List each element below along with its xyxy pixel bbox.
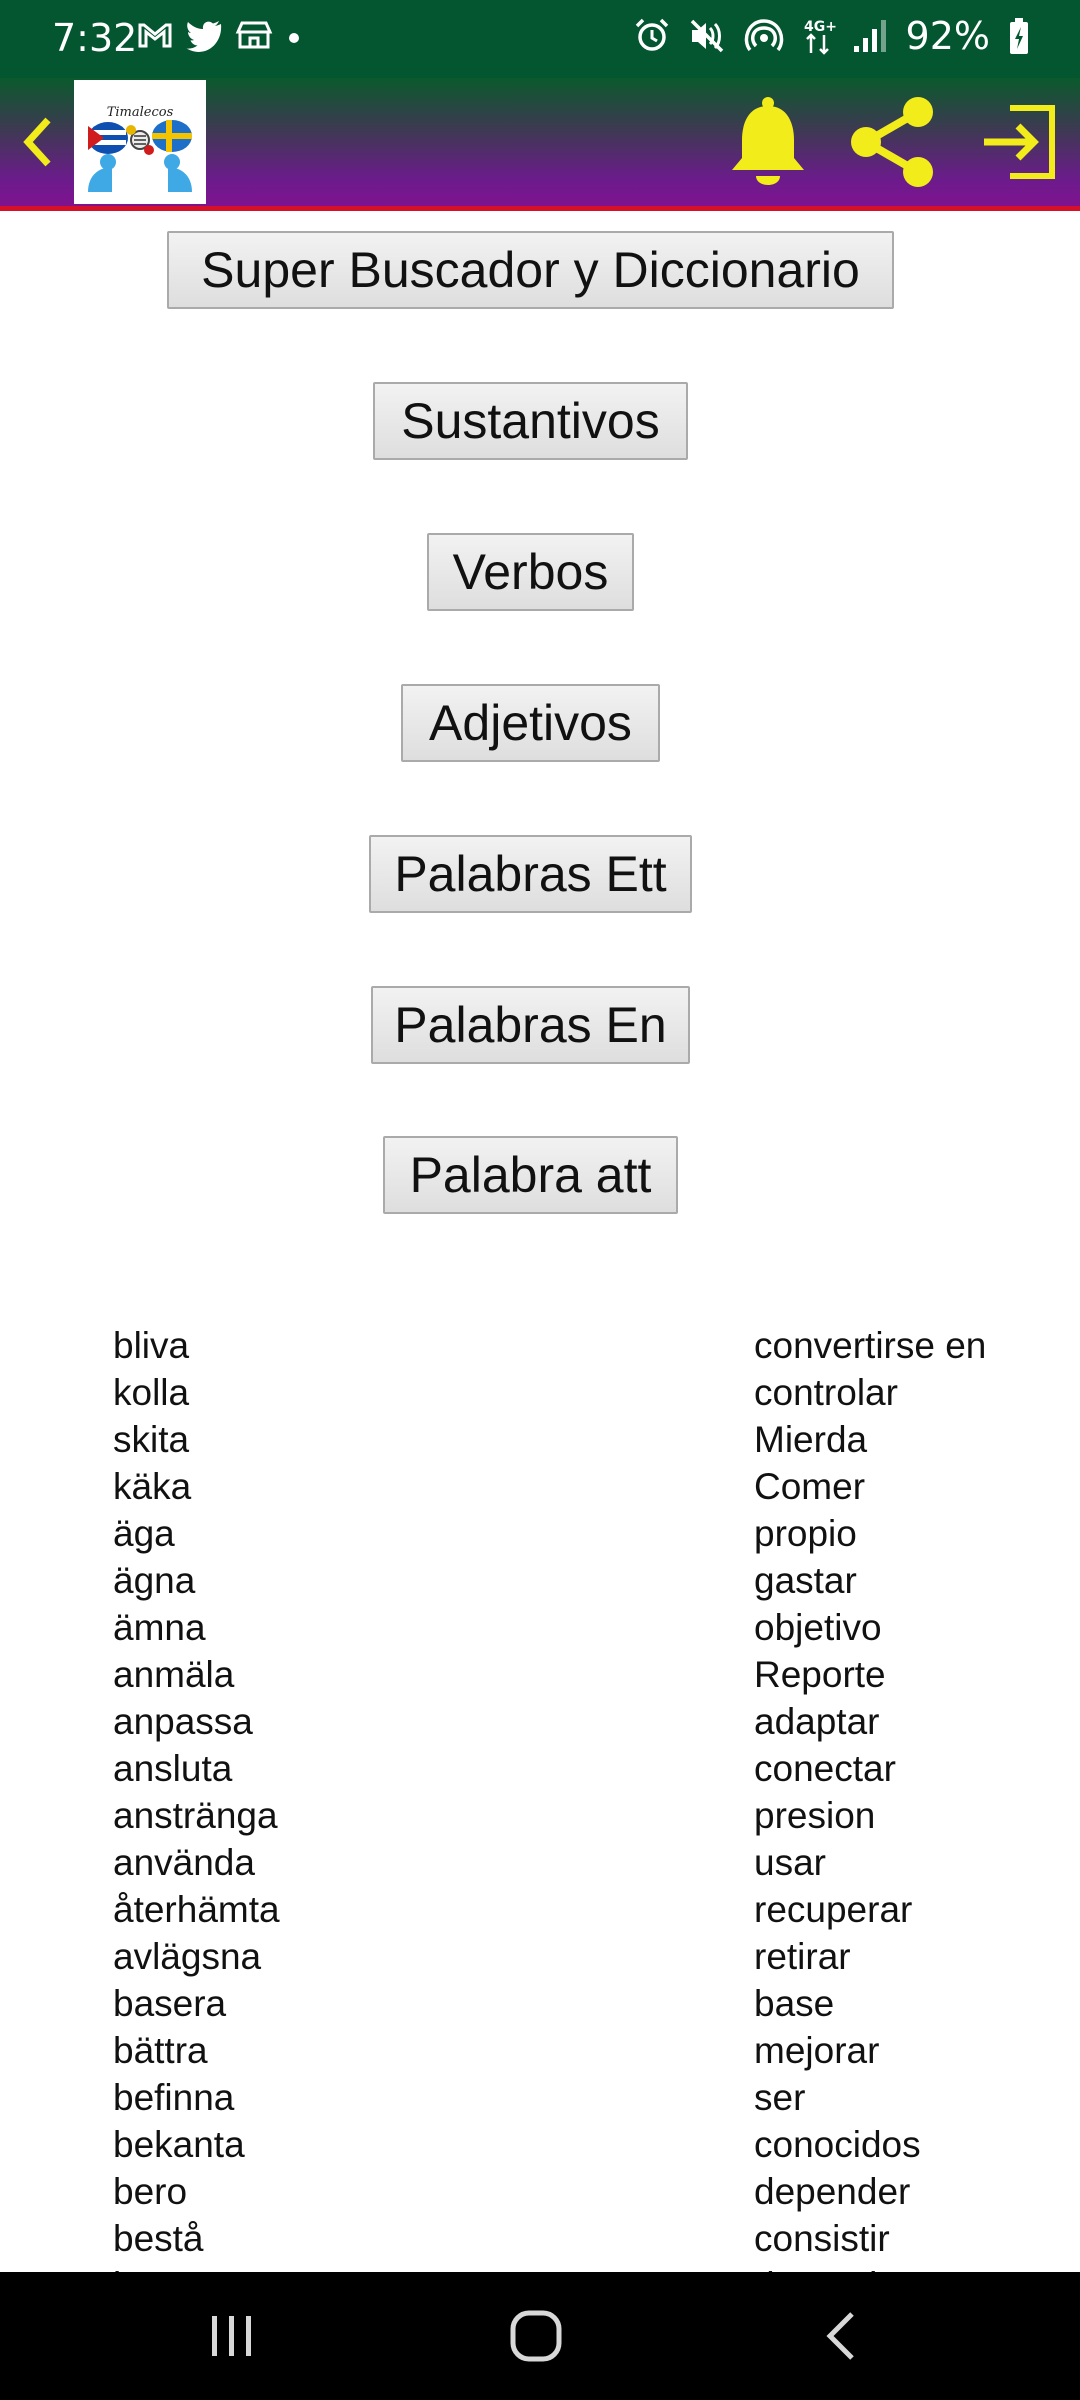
word-row[interactable]: [0, 1980, 1080, 2027]
battery-percent: 92%: [905, 14, 990, 58]
spanish-translation: presion: [754, 1795, 876, 1836]
word-row[interactable]: [0, 1839, 1080, 1886]
spanish-translation: consistir: [754, 2218, 890, 2259]
alarm-icon: [634, 18, 670, 54]
twitter-icon: [186, 20, 222, 50]
spanish-translation: controlar: [754, 1372, 898, 1413]
spanish-translation: Comer: [754, 1466, 866, 1507]
word-row[interactable]: [0, 2074, 1080, 2121]
spanish-translation: ser: [754, 2077, 806, 2118]
home-icon[interactable]: [508, 2308, 564, 2364]
spanish-translation: base: [754, 1983, 835, 2024]
spanish-translation: depender: [754, 2171, 911, 2212]
signal-icon: [852, 18, 888, 54]
dot-icon: [286, 20, 302, 50]
word-row[interactable]: [0, 1369, 1080, 1416]
swedish-word: ämna: [113, 1607, 206, 1648]
app-bar: [0, 78, 1080, 206]
super-buscador-button[interactable]: Super Buscador y Diccionario: [167, 231, 894, 309]
palabra-att-button[interactable]: Palabra att: [383, 1136, 678, 1214]
swedish-word: käka: [113, 1466, 192, 1507]
word-row[interactable]: [0, 1463, 1080, 1510]
word-row[interactable]: [0, 2168, 1080, 2215]
word-row[interactable]: [0, 2121, 1080, 2168]
word-row[interactable]: [0, 1745, 1080, 1792]
share-icon[interactable]: [846, 94, 938, 190]
word-row[interactable]: [0, 2027, 1080, 2074]
spanish-translation: conocidos: [754, 2124, 921, 2165]
palabras-en-button[interactable]: Palabras En: [371, 986, 690, 1064]
spanish-translation: adaptar: [754, 1701, 880, 1742]
word-row[interactable]: [0, 1557, 1080, 1604]
swedish-word: bättra: [113, 2030, 208, 2071]
spanish-translation: propio: [754, 1513, 857, 1554]
word-row[interactable]: [0, 1322, 1080, 1369]
spanish-translation: recuperar: [754, 1889, 913, 1930]
swedish-word: anstränga: [113, 1795, 278, 1836]
navigation-bar: [0, 2272, 1080, 2400]
status-time: 7:32: [52, 16, 138, 60]
bell-icon[interactable]: [728, 94, 808, 190]
swedish-word: bekanta: [113, 2124, 245, 2165]
battery-icon: [1008, 17, 1030, 55]
word-row[interactable]: [0, 1416, 1080, 1463]
spanish-translation: usar: [754, 1842, 826, 1883]
word-list[interactable]: [0, 1316, 1080, 2272]
spanish-translation: conectar: [754, 1748, 896, 1789]
app-bar-underline: [0, 206, 1080, 211]
status-bar: [0, 0, 1080, 78]
swedish-word: basera: [113, 1983, 227, 2024]
swedish-word: återhämta: [113, 1889, 280, 1930]
spanish-translation: convertirse en: [754, 1325, 987, 1366]
spanish-translation: retirar: [754, 1936, 851, 1977]
notification-icons: [138, 20, 302, 50]
hotspot-icon: [744, 18, 784, 54]
spanish-translation: mejorar: [754, 2030, 880, 2071]
swedish-word: anmäla: [113, 1654, 235, 1695]
swedish-word: bestå: [113, 2218, 204, 2259]
back-arrow-icon[interactable]: [18, 112, 58, 172]
spanish-translation: Mierda: [754, 1419, 868, 1460]
swedish-word: ägna: [113, 1560, 196, 1601]
back-icon[interactable]: [822, 2308, 858, 2364]
word-row[interactable]: [0, 1792, 1080, 1839]
verbos-button[interactable]: Verbos: [427, 533, 634, 611]
word-row[interactable]: [0, 2215, 1080, 2262]
word-row[interactable]: [0, 1604, 1080, 1651]
store-icon: [236, 20, 272, 50]
spanish-translation: Reporte: [754, 1654, 886, 1695]
swedish-word: ansluta: [113, 1748, 233, 1789]
swedish-word: äga: [113, 1513, 175, 1554]
word-row[interactable]: [0, 1510, 1080, 1557]
word-row[interactable]: [0, 1886, 1080, 1933]
adjetivos-button[interactable]: Adjetivos: [401, 684, 660, 762]
mute-icon: [688, 18, 726, 54]
swedish-word: skita: [113, 1419, 190, 1460]
swedish-word: befinna: [113, 2077, 235, 2118]
swedish-word: bliva: [113, 1325, 190, 1366]
spanish-translation: gastar: [754, 1560, 857, 1601]
swedish-word: kolla: [113, 1372, 190, 1413]
word-row[interactable]: [0, 1933, 1080, 1980]
word-row[interactable]: [0, 1698, 1080, 1745]
swedish-word: använda: [113, 1842, 255, 1883]
swedish-word: bero: [113, 2171, 188, 2212]
svg-text:4G+: 4G+: [803, 19, 837, 35]
word-row[interactable]: [0, 1651, 1080, 1698]
palabras-ett-button[interactable]: Palabras Ett: [369, 835, 692, 913]
recent-apps-icon[interactable]: [208, 2312, 256, 2360]
logo-text: Timalecos: [106, 105, 174, 120]
logo-image: [74, 80, 206, 204]
4g-data-icon: [802, 17, 837, 55]
swedish-word: avlägsna: [113, 1936, 262, 1977]
exit-icon[interactable]: [980, 104, 1056, 180]
spanish-translation: objetivo: [754, 1607, 882, 1648]
swedish-word: anpassa: [113, 1701, 253, 1742]
sustantivos-button[interactable]: Sustantivos: [373, 382, 688, 460]
app-logo: [74, 80, 206, 204]
gmail-icon: [138, 22, 172, 48]
